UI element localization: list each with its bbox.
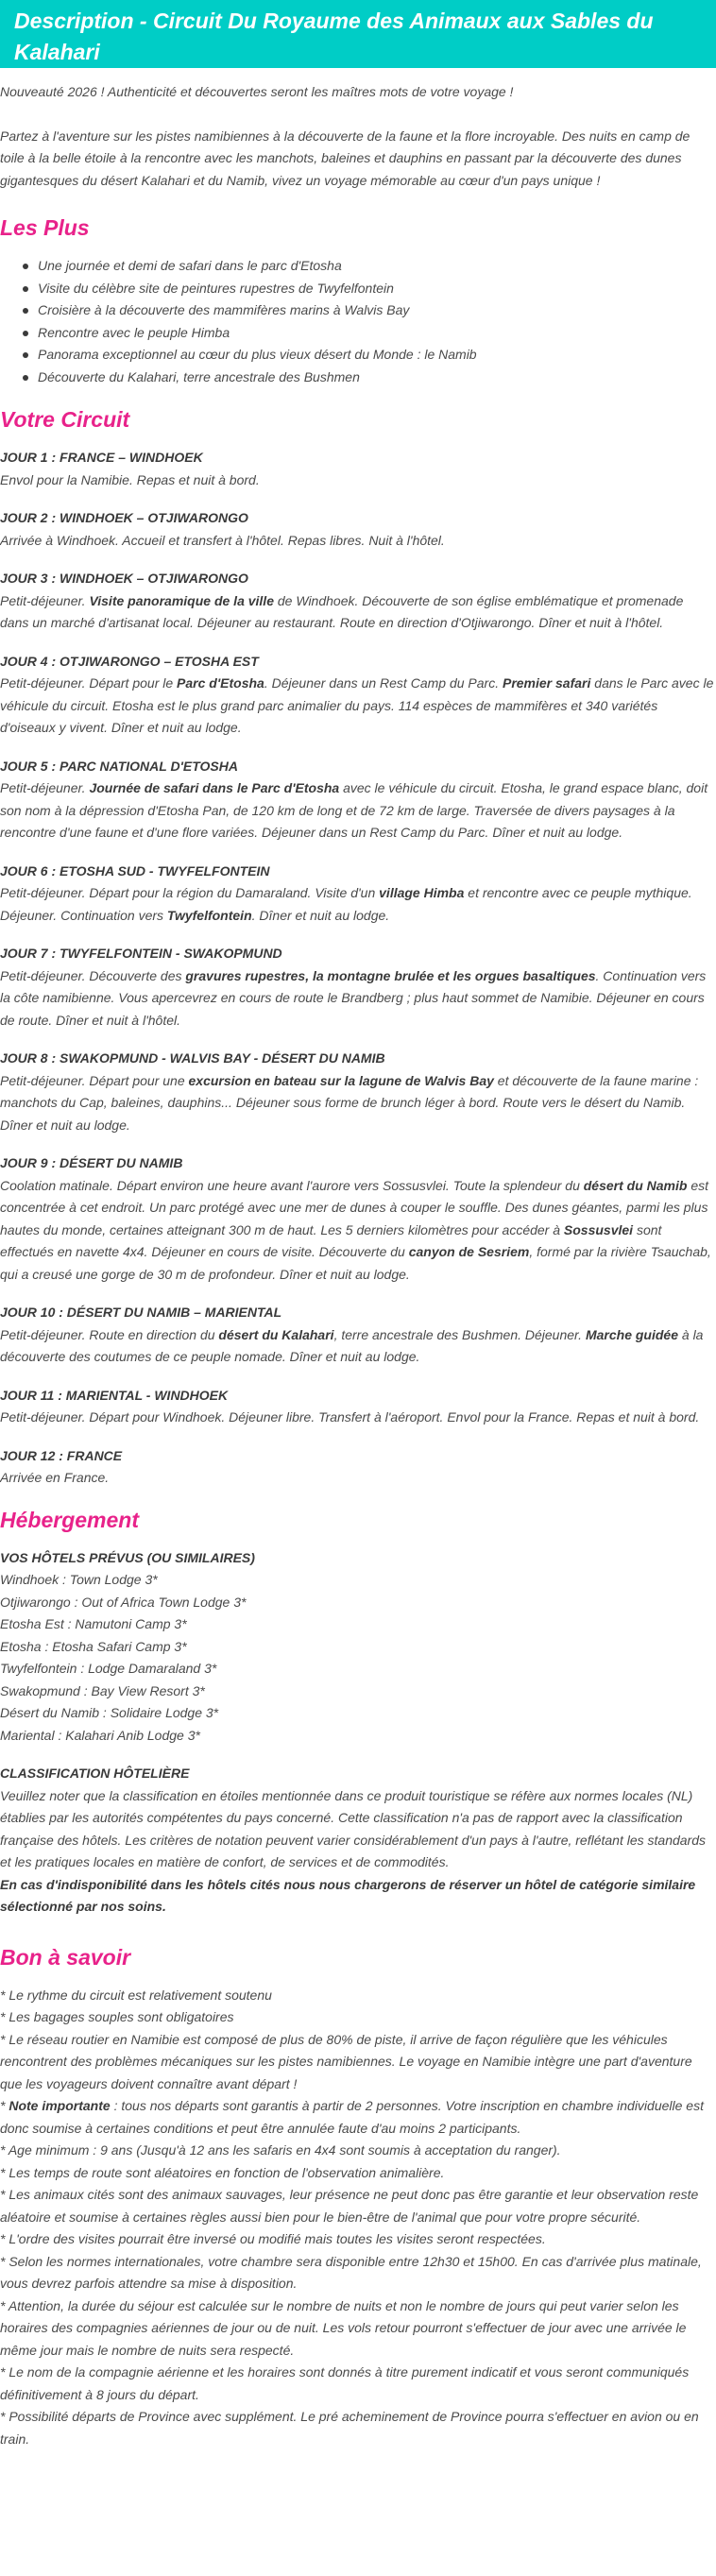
hotel-item: Otjiwarongo : Out of Africa Town Lodge 3*: [0, 1594, 247, 1610]
savoir-item: [0, 2140, 714, 2162]
hotel-item: Etosha : Etosha Safari Camp 3*: [0, 1638, 187, 1654]
highlight-text: désert du Kalahari: [218, 1326, 334, 1342]
text-segment: Envol pour la Namibie. Repas et nuit à bord.: [0, 471, 260, 487]
day-title: JOUR 4 : OTJIWARONGO – ETOSHA EST: [0, 653, 259, 669]
savoir-list: [0, 1985, 714, 2451]
day-item: [0, 1445, 714, 1490]
text-segment: et découverte de la faune marine : manchots du Cap, baleines, dauphins... Déjeuner sous forme de brunch léger à bord. Route vers le désert du Namib. Dîner et nuit au lodge.: [0, 1072, 699, 1133]
day-title: JOUR 10 : DÉSERT DU NAMIB – MARIENTAL: [0, 1305, 282, 1320]
intro-tagline: Nouveauté 2026 ! Authenticité et découvertes seront les maîtres mots de votre voyage !: [0, 84, 514, 99]
day-item: [0, 943, 714, 1032]
intro-description: Partez à l'aventure sur les pistes namibiennes à la découverte de la faune et la flore incroyable. Des nuits en camp de toile à la belle étoile à la rencontre avec les manchots, baleines et dauphins en passant par la découverte des dunes gigantesques du désert Kalahari et du Namib, vivez un voyage mémorable au cœur d'un pays unique !: [0, 128, 690, 188]
day-description: [0, 777, 714, 844]
highlight-text: gravures rupestres, la montagne brulée et les orgues basaltiques: [185, 967, 596, 983]
day-item: [0, 1302, 714, 1369]
day-title: JOUR 12 : FRANCE: [0, 1447, 123, 1463]
day-item: [0, 861, 714, 928]
plus-item: Croisière à la découverte des mammifères marins à Walvis Bay: [38, 299, 714, 322]
text-segment: à la découverte des coutumes de ce peuple nomade. Dîner et nuit au lodge.: [0, 1326, 704, 1364]
plus-item: Panorama exceptionnel au cœur du plus vieux désert du Monde : le Namib: [38, 344, 714, 367]
text-segment: Petit-déjeuner. Route en direction du: [0, 1326, 219, 1342]
classification-text: Veuillez noter que la classification en étoiles mentionnée dans ce produit touristique se réfère aux normes locales (NL) établies par les autorités compétentes du pays concerné. Cette classification n'a pas de rapport avec la classification française des hôtels. Les critères de notation peuvent varier considérablement d'un pays à l'autre, reflétant les standards et les pratiques locales en matière de confort, de services et de commodités.: [0, 1787, 706, 1869]
text-segment: Coolation matinale. Départ environ une heure avant l'aurore vers Sossusvlei. Toute la splendeur du: [0, 1177, 584, 1193]
text-segment: Petit-déjeuner.: [0, 780, 90, 795]
plus-item: Visite du célèbre site de peintures rupestres de Twyfelfontein: [38, 278, 714, 300]
day-description: [0, 1467, 714, 1490]
plus-item: Découverte du Kalahari, terre ancestrale des Bushmen: [38, 367, 714, 389]
day-title: JOUR 11 : MARIENTAL - WINDHOEK: [0, 1387, 229, 1403]
text-segment: . Continuation vers la côte namibienne. Vous apercevrez en cours de route le Brandberg ; plus haut sommet de Namibie. Déjeuner en cours de route. Dîner et nuit à l'hôtel.: [0, 967, 707, 1028]
savoir-item: [0, 2295, 714, 2363]
day-title: JOUR 9 : DÉSERT DU NAMIB: [0, 1155, 183, 1170]
highlight-text: excursion en bateau sur la lagune de Walvis Bay: [188, 1072, 494, 1088]
text-segment: Arrivée en France.: [0, 1470, 110, 1485]
text-segment: * Le nom de la compagnie aérienne et les horaires sont donnés à titre purement indicatif et vous seront communiqués définitivement à 8 jours du départ.: [0, 2364, 690, 2402]
hotel-item: Etosha Est : Namutoni Camp 3*: [0, 1616, 187, 1631]
savoir-item: [0, 2228, 714, 2251]
day-title: JOUR 5 : PARC NATIONAL D'ETOSHA: [0, 758, 238, 774]
text-segment: , terre ancestrale des Bushmen. Déjeuner.: [333, 1326, 586, 1342]
day-description: [0, 590, 714, 635]
highlight-text: Parc d'Etosha: [177, 675, 264, 691]
page-title-banner: [0, 0, 716, 68]
savoir-item: [0, 1985, 714, 2007]
highlight-text: Marche guidée: [585, 1326, 678, 1342]
savoir-item: [0, 2029, 714, 2096]
plus-heading: Les Plus: [0, 215, 90, 240]
hotels-list: [0, 1569, 714, 1747]
savoir-item: [0, 2184, 714, 2228]
text-segment: de Windhoek. Découverte de son église emblématique et promenade dans un marché d'artisanat local. Déjeuner au restaurant. Route en direction d'Otjiwarongo. Dîner et nuit à l'hôtel.: [0, 592, 684, 630]
day-title: JOUR 7 : TWYFELFONTEIN - SWAKOPMUND: [0, 946, 282, 961]
day-description: [0, 1324, 714, 1369]
text-segment: * Possibilité départs de Province avec supplément. Le pré acheminement de Province pourra s'effectuer en avion ou en train.: [0, 2409, 699, 2447]
text-segment: : tous nos départs sont garantis à partir de 2 personnes. Votre inscription en chambre individuelle est donc soumise à certaines conditions et peut être annulée faute d'au moins 2 participants.: [0, 2098, 704, 2136]
text-segment: , formé par la rivière Tsauchab, qui a creusé une gorge de 30 m de profondeur. Dîner et nuit au lodge.: [0, 1244, 711, 1282]
day-title: JOUR 1 : FRANCE – WINDHOEK: [0, 450, 203, 465]
text-segment: * Les animaux cités sont des animaux sauvages, leur présence ne peut donc pas être garantie et leur observation reste aléatoire et soumise à certaines règles aussi bien pour le bien-être de l'animal que pour votre propre sécurité.: [0, 2187, 699, 2225]
text-segment: sont effectués en navette 4x4. Déjeuner en cours de visite. Découverte du: [0, 1221, 662, 1259]
page-title: Description - Circuit Du Royaume des Animaux aux Sables du Kalahari: [14, 9, 654, 64]
hotel-item: Désert du Namib : Solidaire Lodge 3*: [0, 1705, 219, 1720]
highlight-text: Journée de safari dans le Parc d'Etosha: [89, 780, 340, 795]
day-description: [0, 469, 714, 492]
plus-item: Une journée et demi de safari dans le parc d'Etosha: [38, 255, 714, 278]
highlight-text: Visite panoramique de la ville: [89, 592, 274, 608]
text-segment: . Dîner et nuit au lodge.: [251, 907, 390, 923]
intro: [0, 81, 714, 192]
savoir-heading: Bon à savoir: [0, 1944, 131, 1970]
text-segment: Petit-déjeuner. Départ pour une: [0, 1072, 189, 1088]
highlight-text: désert du Namib: [583, 1177, 688, 1193]
savoir-item: [0, 2162, 714, 2185]
text-segment: . Déjeuner dans un Rest Camp du Parc.: [264, 675, 503, 691]
day-item: [0, 1152, 714, 1286]
day-item: [0, 1385, 714, 1429]
text-segment: * Les temps de route sont aléatoires en fonction de l'observation animalière.: [0, 2164, 445, 2180]
text-segment: * Le réseau routier en Namibie est composé de plus de 80% de piste, il arrive de façon régulière que les véhicules rencontrent des problèmes mécaniques sur les pistes namibiennes. Le voyage en Namibie intègre une part d'aventure que les voyageurs doivent connaître avant départ !: [0, 2031, 692, 2091]
day-description: [0, 530, 714, 553]
savoir-item: [0, 2251, 714, 2295]
day-item: [0, 1048, 714, 1136]
text-segment: Petit-déjeuner.: [0, 592, 90, 608]
text-segment: Petit-déjeuner. Découverte des: [0, 967, 186, 983]
classification-heading: CLASSIFICATION HÔTELIÈRE: [0, 1766, 190, 1781]
text-segment: est concentrée à cet endroit. Un parc protégé avec une mer de dunes à couper le souffle. Des dunes géantes, parmi les plus hautes du monde, certaines atteignant 300 m de haut. Les 5 derniers kilomètres pour accéder à: [0, 1177, 709, 1237]
circuit-heading: Votre Circuit: [0, 407, 130, 432]
day-description: [0, 673, 714, 740]
day-description: [0, 882, 714, 927]
highlight-text: Note importante: [9, 2098, 111, 2113]
text-segment: Petit-déjeuner. Départ pour la région du Damaraland. Visite d'un: [0, 885, 380, 900]
hebergement-heading: Hébergement: [0, 1507, 139, 1532]
text-segment: * Attention, la durée du séjour est calculée sur le nombre de nuits et non le nombre de jours qui peut varier selon les horaires des compagnies aériennes de jour ou de nuit. Les vols retour pourront s'effectuer de jour avec une arrivée le même jour mais le nombre de nuits sera respecté.: [0, 2297, 687, 2358]
text-segment: * Le rythme du circuit est relativement soutenu: [0, 1987, 272, 2003]
day-title: JOUR 6 : ETOSHA SUD - TWYFELFONTEIN: [0, 862, 270, 879]
day-description: [0, 1407, 714, 1429]
savoir-item: [0, 2406, 714, 2450]
highlight-text: village Himba: [379, 885, 465, 900]
hotel-item: Twyfelfontein : Lodge Damaraland 3*: [0, 1661, 217, 1676]
day-title: JOUR 3 : WINDHOEK – OTJIWARONGO: [0, 571, 248, 586]
text-segment: * Selon les normes internationales, votre chambre sera disponible entre 12h30 et 15h00. En cas d'arrivée plus matinale, vous devrez parfois attendre sa mise à disposition.: [0, 2253, 702, 2291]
day-item: [0, 756, 714, 844]
text-segment: * Les bagages souples sont obligatoires: [0, 2009, 234, 2024]
text-segment: avec le véhicule du circuit. Etosha, le grand espace blanc, doit son nom à la dépression d'Etosha Pan, de 120 km de long et de 72 km de large. Traversée de divers paysages à la rencontre d'une faune et d'une flore variées. Déjeuner dans un Rest Camp du Parc. Dîner et nuit au lodge.: [0, 780, 708, 840]
highlight-text: Premier safari: [502, 675, 591, 691]
day-item: [0, 651, 714, 740]
savoir-item: [0, 2006, 714, 2029]
text-segment: * Age minimum : 9 ans (Jusqu'à 12 ans les safaris en 4x4 sont soumis à acceptation du ranger).: [0, 2142, 561, 2158]
text-segment: dans le Parc avec le véhicule du circuit. Etosha est le plus grand parc animalier du pays. 114 espèces de mammifères et 340 variétés d'oiseaux y vivent. Dîner et nuit au lodge.: [0, 675, 714, 735]
text-segment: Arrivée à Windhoek. Accueil et transfert à l'hôtel. Repas libres. Nuit à l'hôtel.: [0, 532, 445, 548]
classification-note: En cas d'indisponibilité dans les hôtels cités nous nous chargerons de réserver un hôtel de catégorie similaire sélectionné par nos soins.: [0, 1876, 696, 1914]
highlight-text: Sossusvlei: [563, 1221, 634, 1237]
day-description: [0, 965, 714, 1032]
day-item: [0, 507, 714, 552]
savoir-item: [0, 2095, 714, 2140]
text-segment: *: [0, 2098, 9, 2113]
plus-item: Rencontre avec le peuple Himba: [38, 322, 714, 345]
plus-list: [0, 255, 714, 388]
hotel-item: Mariental : Kalahari Anib Lodge 3*: [0, 1727, 200, 1743]
circuit-days: [0, 447, 714, 1490]
day-title: JOUR 2 : WINDHOEK – OTJIWARONGO: [0, 510, 248, 525]
day-item: [0, 447, 714, 491]
text-segment: Petit-déjeuner. Départ pour le: [0, 675, 178, 691]
hotel-item: Swakopmund : Bay View Resort 3*: [0, 1682, 205, 1698]
day-title: JOUR 8 : SWAKOPMUND - WALVIS BAY - DÉSERT DU NAMIB: [0, 1050, 385, 1066]
highlight-text: canyon de Sesriem: [408, 1244, 530, 1259]
hotel-item: Windhoek : Town Lodge 3*: [0, 1572, 158, 1587]
text-segment: * L'ordre des visites pourrait être inversé ou modifié mais toutes les visites seront respectées.: [0, 2231, 546, 2246]
day-description: [0, 1070, 714, 1137]
savoir-item: [0, 2362, 714, 2406]
text-segment: et rencontre avec ce peuple mythique. Déjeuner. Continuation vers: [0, 885, 692, 923]
highlight-text: Twyfelfontein: [166, 907, 252, 923]
content: [0, 81, 716, 2450]
day-item: [0, 568, 714, 635]
text-segment: Petit-déjeuner. Départ pour Windhoek. Déjeuner libre. Transfert à l'aéroport. Envol pour la France. Repas et nuit à bord.: [0, 1409, 700, 1424]
day-description: [0, 1175, 714, 1287]
hotels-heading: VOS HÔTELS PRÉVUS (OU SIMILAIRES): [0, 1549, 255, 1565]
